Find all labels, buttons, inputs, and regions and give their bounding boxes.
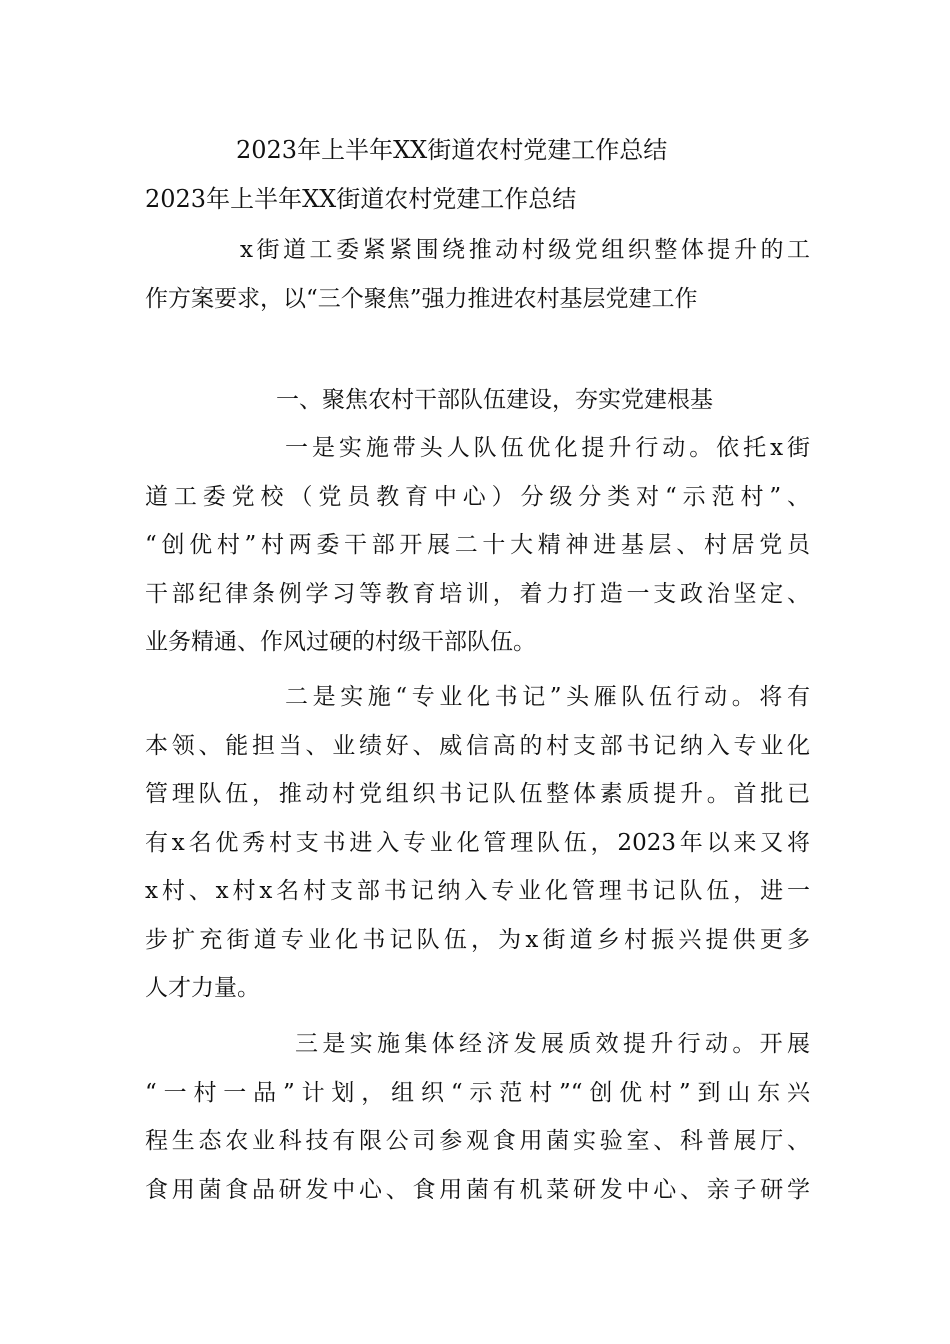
document-subtitle: 2023年上半年XX街道农村党建工作总结 xyxy=(145,185,577,213)
paragraph-line: “一村一品”计划，组织“示范村”“创优村”到山东兴 xyxy=(145,1079,810,1106)
paragraph-line: 食用菌食品研发中心、食用菌有机菜研发中心、亲子研学 xyxy=(145,1176,810,1203)
paragraph-line: 道工委党校（党员教育中心）分级分类对“示范村”、 xyxy=(145,483,810,510)
paragraph-3 xyxy=(145,1020,810,1214)
paragraph-line: 二是实施“专业化书记”头雁队伍行动。将有 xyxy=(285,684,810,710)
paragraph-line: 有x名优秀村支书进入专业化管理队伍，2023年以来又将 xyxy=(145,829,810,856)
section-heading: 一、聚焦农村干部队伍建设，夯实党建根基 xyxy=(276,387,713,413)
document-title: 2023年上半年XX街道农村党建工作总结 xyxy=(236,136,668,164)
paragraph-line: 三是实施集体经济发展质效提升行动。开展 xyxy=(295,1031,810,1057)
intro-paragraph xyxy=(145,226,810,323)
intro-line: x街道工委紧紧围绕推动村级党组织整体提升的工 xyxy=(240,237,810,263)
paragraph-line: 一是实施带头人队伍优化提升行动。依托x街 xyxy=(285,435,810,461)
paragraph-line: 程生态农业科技有限公司参观食用菌实验室、科普展厅、 xyxy=(145,1128,810,1154)
paragraph-line: 步扩充街道专业化书记队伍，为x街道乡村振兴提供更多 xyxy=(145,926,810,953)
paragraph-2 xyxy=(145,673,810,1013)
paragraph-line: x村、x村x名村支部书记纳入专业化管理书记队伍，进一 xyxy=(145,878,810,904)
paragraph-line: 业务精通、作风过硬的村级干部队伍。 xyxy=(145,629,536,655)
paragraph-line: “创优村”村两委干部开展二十大精神进基层、村居党员 xyxy=(145,532,810,558)
paragraph-line: 本领、能担当、业绩好、威信高的村支部书记纳入专业化 xyxy=(145,732,810,759)
paragraph-line: 管理队伍，推动村党组织书记队伍整体素质提升。首批已 xyxy=(145,781,810,807)
paragraph-line: 干部纪律条例学习等教育培训，着力打造一支政治坚定、 xyxy=(145,580,810,607)
intro-line: 作方案要求，以“三个聚焦”强力推进农村基层党建工作 xyxy=(145,285,698,312)
paragraph-1 xyxy=(145,424,810,667)
paragraph-line: 人才力量。 xyxy=(145,975,260,1001)
